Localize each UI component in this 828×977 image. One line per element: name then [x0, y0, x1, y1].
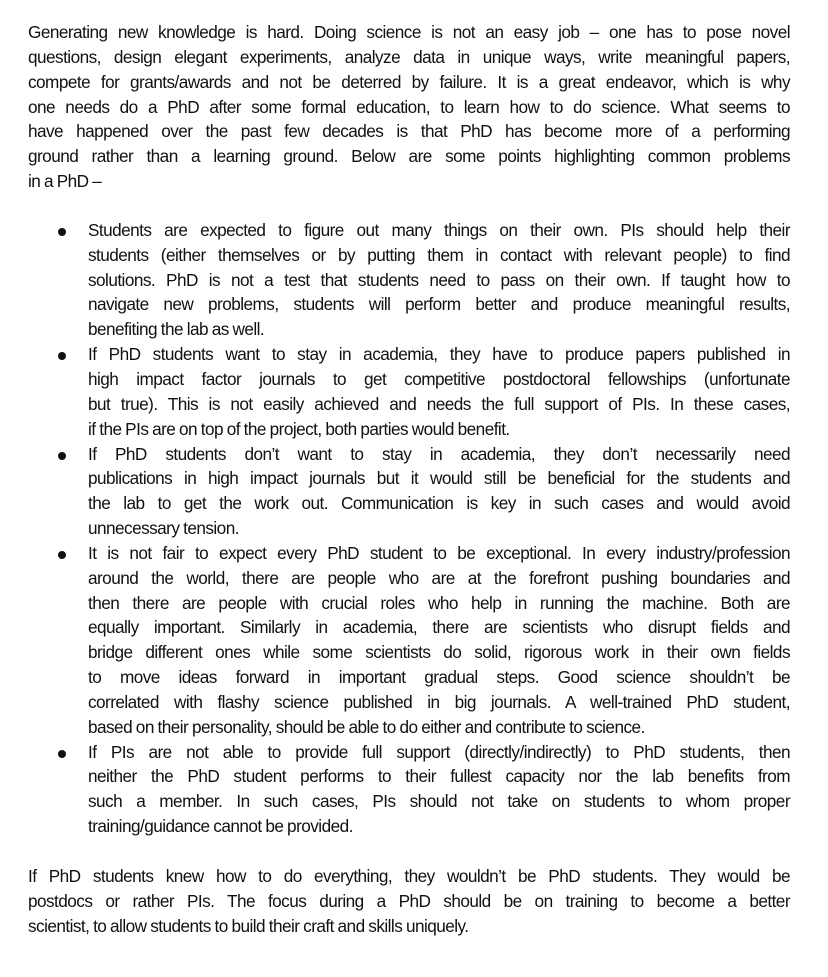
list-item	[28, 442, 790, 541]
text-line: around the world, there are people who are at the forefront pushing boundaries and	[88, 567, 790, 588]
text-line: If PhD students want to stay in academia, they have to produce papers published in	[88, 344, 790, 365]
text-line: Students are expected to figure out many things on their own. PIs should help their	[88, 219, 790, 240]
text-line: training/guidance cannot be provided.	[88, 816, 353, 837]
text-line: high impact factor journals to get competitive postdoctoral fellowships (unfortunate	[88, 368, 790, 389]
text-line: unnecessary tension.	[88, 518, 239, 539]
list-item	[28, 541, 790, 740]
text-line: have happened over the past few decades is that PhD has become more of a performing	[28, 121, 790, 142]
text-line: If PhD students knew how to do everything, they wouldn’t be PhD students. They would be	[28, 865, 790, 886]
problems-list	[28, 218, 790, 839]
text-line: equally important. Similarly in academia, there are scientists who disrupt fields and	[88, 617, 790, 638]
text-line: bridge different ones while some scientists do solid, rigorous work in their own fields	[88, 642, 790, 663]
bullet-icon	[58, 352, 66, 360]
text-line: but true). This is not easily achieved and needs the full support of PIs. In these cases,	[88, 393, 790, 414]
intro-paragraph	[28, 20, 790, 194]
text-line: in a PhD –	[28, 171, 102, 192]
text-line: solutions. PhD is not a test that students need to pass on their own. If taught how to	[88, 269, 790, 290]
bullet-icon	[58, 551, 66, 559]
text-line: Generating new knowledge is hard. Doing science is not an easy job – one has to pose novel	[28, 22, 790, 42]
document-body	[28, 20, 790, 938]
text-line: scientist, to allow students to build their craft and skills uniquely.	[28, 915, 469, 936]
bullet-icon	[58, 750, 66, 758]
text-line: If PIs are not able to provide full support (directly/indirectly) to PhD students, then	[88, 741, 790, 762]
text-line: the lab to get the work out. Communication is key in such cases and would avoid	[88, 493, 790, 514]
bullet-icon	[58, 228, 66, 236]
text-line: questions, design elegant experiments, analyze data in unique ways, write meaningful papers,	[28, 46, 790, 67]
text-line: neither the PhD student performs to their fullest capacity nor the lab benefits from	[88, 766, 790, 787]
list-item	[28, 218, 790, 342]
text-line: It is not fair to expect every PhD student to be exceptional. In every industry/profession	[88, 542, 790, 563]
text-line: benefiting the lab as well.	[88, 319, 265, 340]
text-line: publications in high impact journals but it would still be beneficial for the students and	[88, 468, 790, 489]
list-item	[28, 740, 790, 839]
list-item	[28, 342, 790, 441]
text-line: correlated with flashy science published in big journals. A well-trained PhD student,	[88, 691, 790, 712]
text-line: students (either themselves or by putting them in contact with relevant people) to find	[88, 244, 790, 265]
text-line: if the PIs are on top of the project, both parties would benefit.	[88, 418, 510, 439]
text-line: then there are people with crucial roles who help in running the machine. Both are	[88, 592, 790, 613]
text-line: If PhD students don’t want to stay in academia, they don’t necessarily need	[88, 443, 790, 464]
text-line: navigate new problems, students will perform better and produce meaningful results,	[88, 294, 790, 315]
text-line: such a member. In such cases, PIs should not take on students to whom proper	[88, 791, 790, 812]
bullet-icon	[58, 452, 66, 460]
closing-paragraph	[28, 864, 790, 939]
text-line: ground rather than a learning ground. Below are some points highlighting common problems	[28, 146, 790, 167]
text-line: one needs do a PhD after some formal education, to learn how to do science. What seems to	[28, 96, 790, 117]
text-line: to move ideas forward in important gradual steps. Good science shouldn’t be	[88, 667, 790, 688]
text-line: compete for grants/awards and not be deterred by failure. It is a great endeavor, which is why	[28, 71, 790, 92]
text-line: postdocs or rather PIs. The focus during a PhD should be on training to become a better	[28, 890, 790, 911]
text-line: based on their personality, should be able to do either and contribute to science.	[88, 716, 645, 737]
